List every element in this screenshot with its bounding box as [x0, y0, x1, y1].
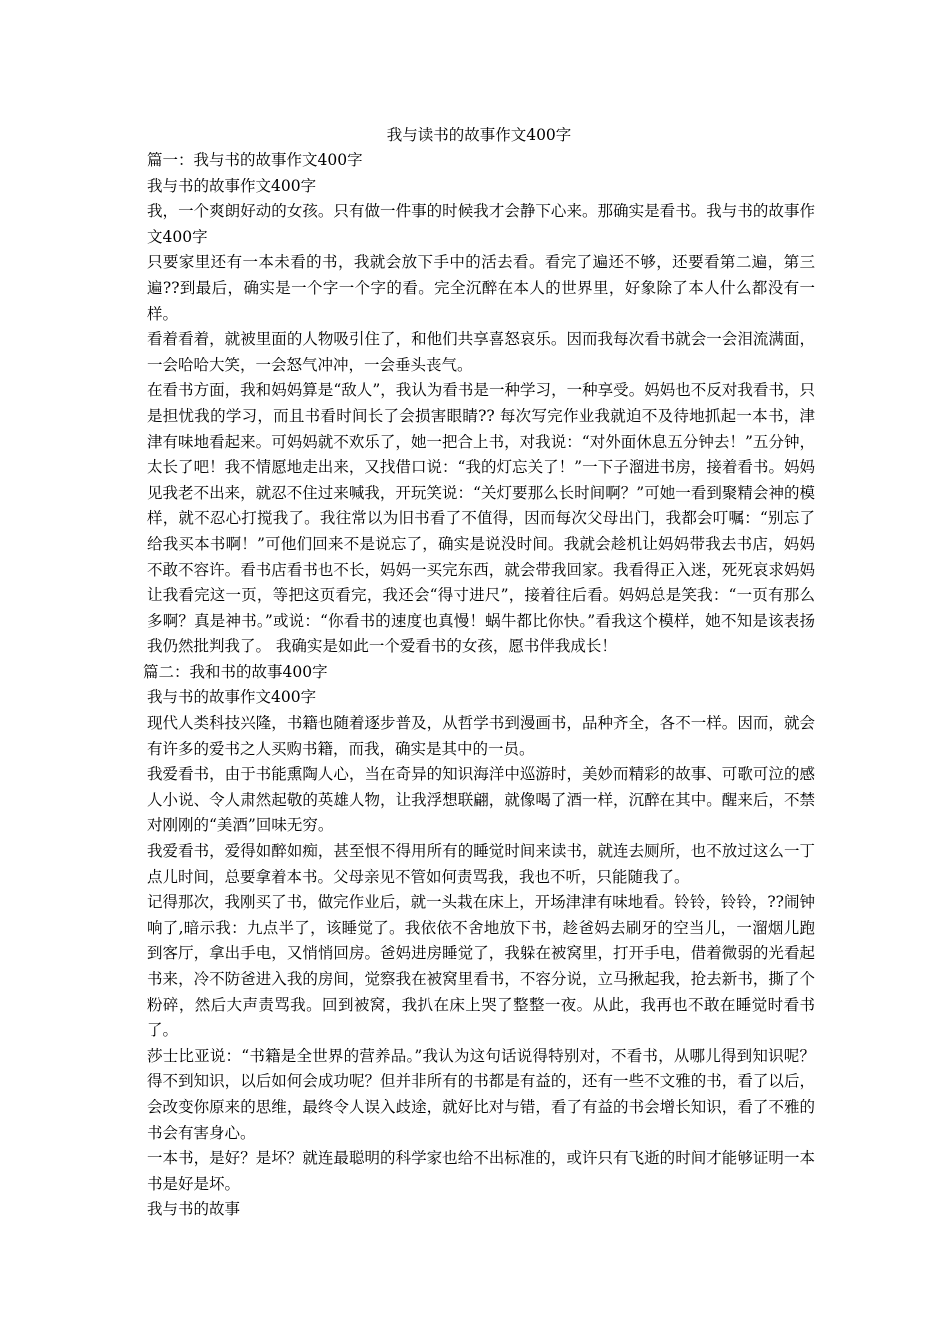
section-2-paragraph: 记得那次，我刚买了书，做完作业后，就一头栽在床上，开场津津有味地看。铃铃，铃铃，??闹钟响了,暗示我：九点半了，该睡觉了。我依依不舍地放下书，趁爸妈去刷牙的空当儿，一溜烟儿跑到客厅，拿出手电，又悄悄回房。爸妈进房睡觉了，我躲在被窝里，打开手电，借着微弱的光看起书来，冷不防爸进入我的房间，觉察我在被窝里看书，不容分说，立马揪起我，抢去新书，撕了个粉碎，然后大声责骂我。回到被窝，我扒在床上哭了整整一夜。从此，我再也不敢在睡觉时看书了。: [147, 893, 815, 1040]
section-2-heading: 篇二：我和书的故事400字: [143, 662, 328, 681]
section-1-paragraph: 在看书方面，我和妈妈算是“敌人”，我认为看书是一种学习，一种享受。妈妈也不反对我看书，只是担忧我的学习，而且书看时间长了会损害眼睛?? 每次写完作业我就迫不及待地抓起一本书，津津有味地看起来。可妈妈就不欢乐了，她一把合上书，对我说：“对外面休息五分钟去！”五分钟，太长了吧！我不情愿地走出来，又找借口说：“我的灯忘关了！”一下子溜进书房，接着看书。妈妈见我老不出来，就忍不住过来喊我，开玩笑说：“关灯要那么长时间啊？”可她一看到聚精会神的模样，就不忍心打搅我了。我往常以为旧书看了不值得，因而每次父母出门，我都会叮嘱：“别忘了给我买本书啊！”可他们回来不是说忘了，确实是说没时间。我就会趁机让妈妈带我去书店，妈妈不敢不容许。看书店看书也不长，妈妈一买完东西，就会带我回家。我看得正入迷，死死哀求妈妈让我看完这一页，等把这页看完，我还会“得寸进尺”，接着往后看。妈妈总是笑我：“一页有那么多啊？真是神书。”或说：“你看书的速度也真慢！蜗牛都比你快。”看我这个模样，她不知是该表扬我仍然批判我了。 我确实是如此一个爱看书的女孩，愿书伴我成长！: [147, 381, 815, 656]
section-1-subheading: 我与书的故事作文400字: [147, 176, 317, 195]
document-page: [143, 122, 815, 1223]
section-1-paragraph: 只要家里还有一本未看的书，我就会放下手中的活去看。看完了遍还不够，还要看第二遍，第三遍??到最后，确实是一个字一个字的看。完全沉醉在本人的世界里，好象除了本人什么都没有一样。: [147, 253, 815, 323]
section-2-paragraph: 我与书的故事: [147, 1200, 241, 1219]
section-2-subheading: 我与书的故事作文400字: [147, 688, 317, 707]
section-1-heading: 篇一：我与书的故事作文400字: [147, 151, 363, 169]
document-title: 我与读书的故事作文400字: [386, 126, 572, 144]
section-2-paragraph: 我爱看书，爱得如醉如痴，甚至恨不得用所有的睡觉时间来读书，就连去厕所，也不放过这么一丁点儿时间，总要拿着本书。父母亲见不管如何责骂我，我也不听，只能随我了。: [147, 842, 815, 886]
section-2-paragraph: 一本书，是好？是坏？就连最聪明的科学家也给不出标准的，或许只有飞逝的时间才能够证明一本书是好是坏。: [147, 1149, 815, 1193]
section-1-paragraph: 我，一个爽朗好动的女孩。只有做一件事的时候我才会静下心来。那确实是看书。我与书的故事作文400字: [147, 202, 815, 246]
section-1-paragraph: 看着看着，就被里面的人物吸引住了，和他们共享喜怒哀乐。因而我每次看书就会一会泪流满面，一会哈哈大笑，一会怒气冲冲，一会垂头丧气。: [147, 330, 815, 374]
section-2-paragraph: 我爱看书，由于书能熏陶人心，当在奇异的知识海洋中巡游时，美妙而精彩的故事、可歌可泣的感人小说、令人肃然起敬的英雄人物，让我浮想联翩，就像喝了酒一样，沉醉在其中。醒来后，不禁 对刚刚的“美酒”回味无穷。: [147, 765, 815, 835]
section-2-paragraph: 现代人类科技兴隆，书籍也随着逐步普及，从哲学书到漫画书，品种齐全，各不一样。因而，就会有许多的爱书之人买购书籍，而我，确实是其中的一员。: [147, 714, 815, 758]
section-2-paragraph: 莎士比亚说：“书籍是全世界的营养品。”我认为这句话说得特别对，不看书，从哪儿得到知识呢？得不到知识，以后如何会成功呢？但并非所有的书都是有益的，还有一些不文雅的书，看了以后，会改变你原来的思维，最终令人误入歧途，就好比对与错，看了有益的书会增长知识，看了不雅的书会有害身心。: [147, 1046, 815, 1142]
